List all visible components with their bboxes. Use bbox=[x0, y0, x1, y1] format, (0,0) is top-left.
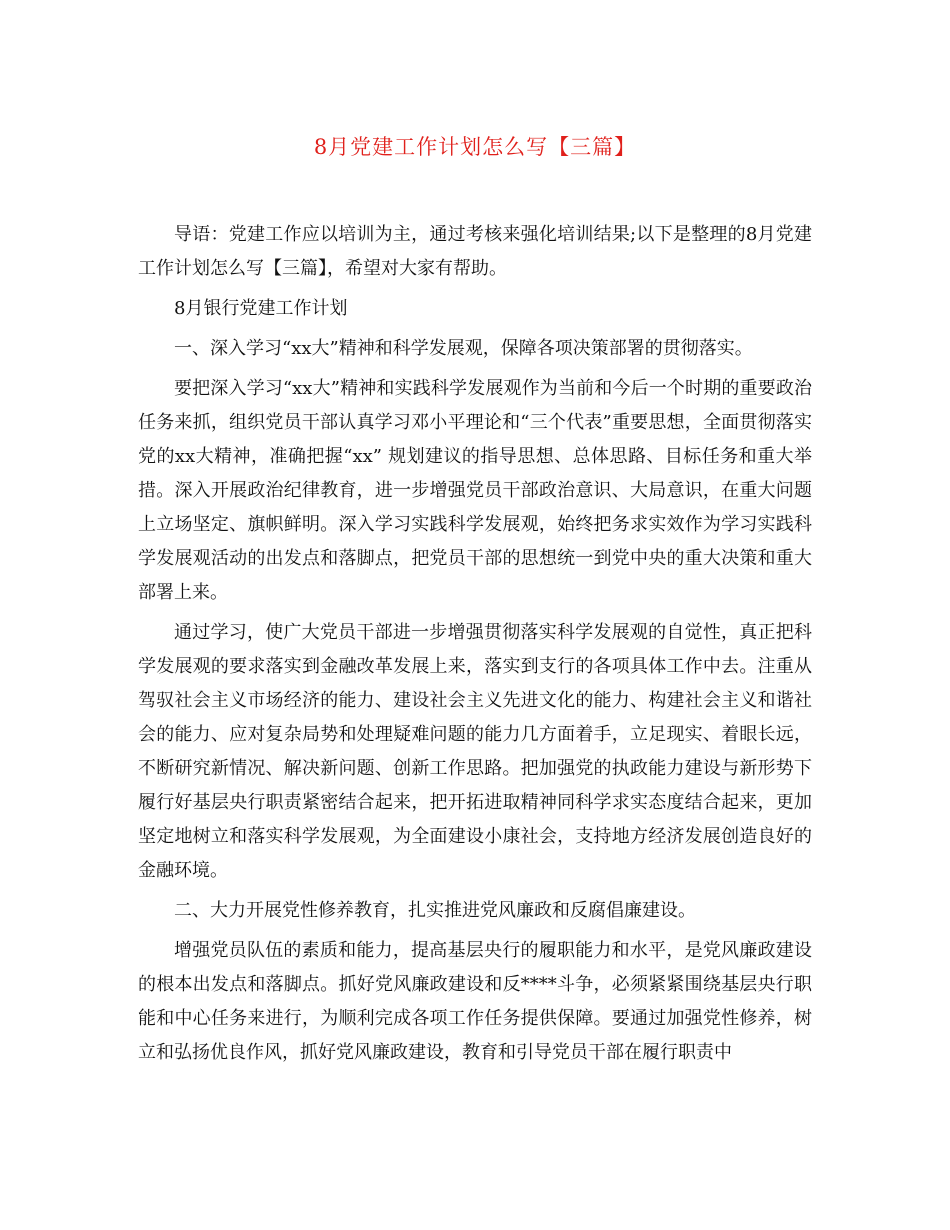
paragraph-body: 要把深入学习“xx大”精神和实践科学发展观作为当前和今后一个时期的重要政治任务来抓，组织党员干部认真学习邓小平理论和“三个代表”重要思想，全面贯彻落实党的xx大精神，准确把握“xx” 规划建议的指导思想、总体思路、目标任务和重大举措。深入开展政治纪律教育，进一步增强党员干部政治意识、大局意识，在重大问题上立场坚定、旗帜鲜明。深入学习实践科学发展观，始终把务求实效作为学习实践科学发展观活动的出发点和落脚点，把党员干部的思想统一到党中央的重大决策和重大部署上来。 bbox=[138, 378, 812, 603]
paragraph-intro: 导语：党建工作应以培训为主，通过考核来强化培训结果;以下是整理的8月党建工作计划怎么写【三篇】，希望对大家有帮助。 bbox=[138, 224, 812, 279]
paragraph-heading-one: 一、深入学习“xx大”精神和科学发展观，保障各项决策部署的贯彻落实。 bbox=[174, 338, 753, 359]
paragraph-heading-two: 二、大力开展党性修养教育，扎实推进党风廉政和反腐倡廉建设。 bbox=[174, 900, 696, 921]
document-title: 8月党建工作计划怎么写【三篇】 bbox=[313, 135, 637, 159]
document-body bbox=[138, 218, 812, 1076]
paragraph-section-heading: 8月银行党建工作计划 bbox=[174, 298, 348, 319]
paragraph-body: 通过学习，使广大党员干部进一步增强贯彻落实科学发展观的自觉性，真正把科学发展观的要求落实到金融改革发展上来，落实到支行的各项具体工作中去。注重从驾驭社会主义市场经济的能力、建设社会主义先进文化的能力、构建社会主义和谐社会的能力、应对复杂局势和处理疑难问题的能力几方面着手，立足现实、着眼长远，不断研究新情况、解决新问题、创新工作思路。把加强党的执政能力建设与新形势下履行好基层央行职责紧密结合起来，把开拓进取精神同科学求实态度结合起来，更加坚定地树立和落实科学发展观，为全面建设小康社会，支持地方经济发展创造良好的金融环境。 bbox=[138, 622, 812, 881]
paragraph-body: 增强党员队伍的素质和能力，提高基层央行的履职能力和水平，是党风廉政建设的根本出发点和落脚点。抓好党风廉政建设和反****斗争，必须紧紧围绕基层央行职能和中心任务来进行，为顺利完成各项工作任务提供保障。要通过加强党性修养，树立和弘扬优良作风，抓好党风廉政建设，教育和引导党员干部在履行职责中 bbox=[138, 940, 812, 1063]
